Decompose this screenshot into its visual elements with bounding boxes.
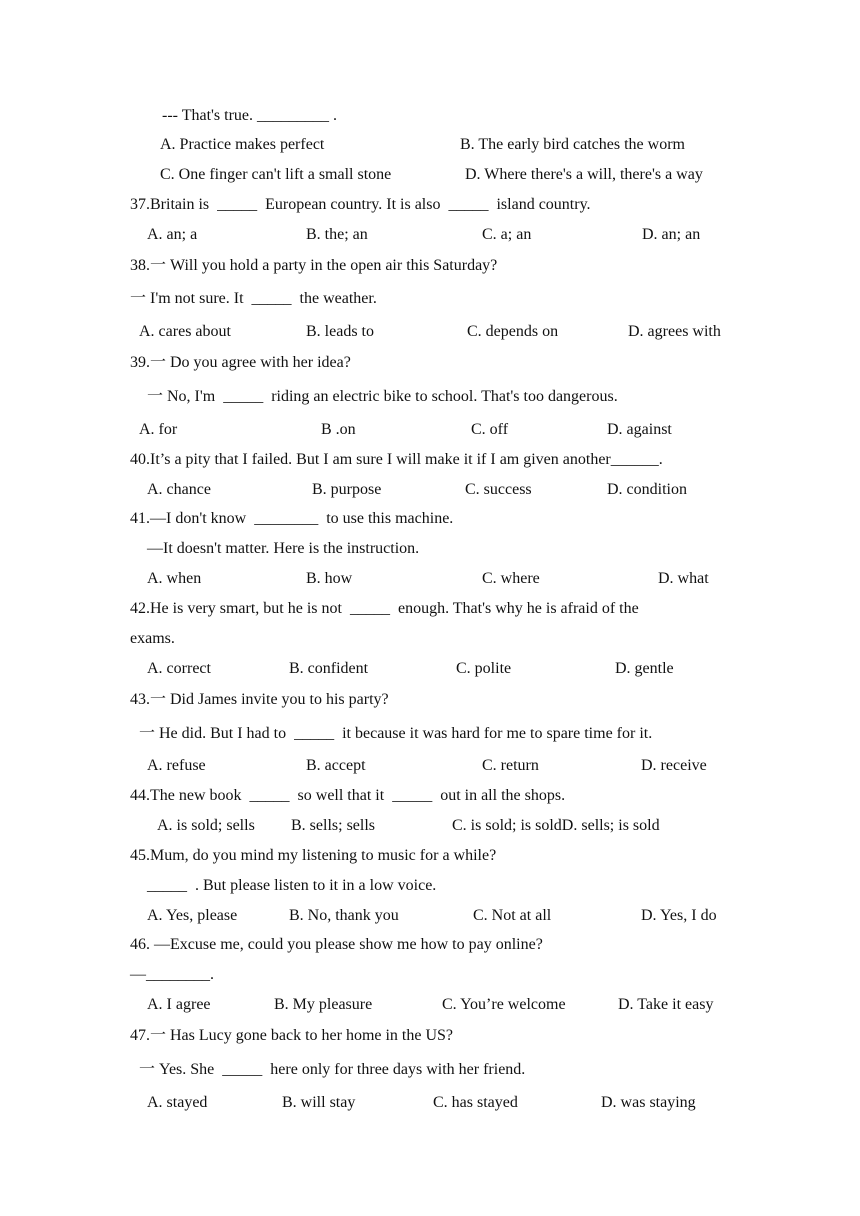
- q44-question: 44.The new book _____ so well that it _____ out in all the shops.: [130, 787, 566, 804]
- q44-option-a: A. is sold; sells: [157, 817, 255, 834]
- q47-option-d: D. was staying: [601, 1094, 696, 1111]
- q43-option-d: D. receive: [641, 757, 707, 774]
- q41-option-a: A. when: [147, 570, 202, 587]
- q39-option-a: A. for: [139, 421, 178, 438]
- q42-option-c: C. polite: [456, 660, 512, 677]
- q39-option-c: C. off: [471, 421, 509, 438]
- q44-option-b: B. sells; sells: [291, 817, 376, 834]
- q43-question: 43.一 Did James invite you to his party?: [130, 691, 389, 708]
- q42-option-b: B. confident: [289, 660, 369, 677]
- q38-reply: 一 I'm not sure. It _____ the weather.: [130, 290, 377, 307]
- q46-reply: —________.: [130, 966, 214, 983]
- q40-option-a: A. chance: [147, 481, 211, 498]
- q38-option-c: C. depends on: [467, 323, 559, 340]
- q41-option-c: C. where: [482, 570, 540, 587]
- q47-option-b: B. will stay: [282, 1094, 356, 1111]
- q43-reply: 一 He did. But I had to _____ it because it was hard for me to spare time for it.: [139, 725, 653, 742]
- q40-option-c: C. success: [465, 481, 532, 498]
- q39-question: 39.一 Do you agree with her idea?: [130, 354, 351, 371]
- q40-option-d: D. condition: [607, 481, 687, 498]
- q38-option-b: B. leads to: [306, 323, 374, 340]
- q43-option-a: A. refuse: [147, 757, 206, 774]
- q46-option-d: D. Take it easy: [618, 996, 714, 1013]
- q44-option-c-d: C. is sold; is soldD. sells; is sold: [452, 817, 660, 834]
- q38-question: 38.一 Will you hold a party in the open air this Saturday?: [130, 257, 498, 274]
- q46-question: 46. —Excuse me, could you please show me how to pay online?: [130, 936, 543, 953]
- q38-option-a: A. cares about: [139, 323, 231, 340]
- q39-reply: 一 No, I'm _____ riding an electric bike to school. That's too dangerous.: [147, 388, 618, 405]
- q47-option-c: C. has stayed: [433, 1094, 518, 1111]
- q41-option-b: B. how: [306, 570, 353, 587]
- q36-option-a: A. Practice makes perfect: [160, 136, 325, 153]
- q37-option-b: B. the; an: [306, 226, 368, 243]
- q40-option-b: B. purpose: [312, 481, 382, 498]
- q43-option-b: B. accept: [306, 757, 366, 774]
- q45-option-c: C. Not at all: [473, 907, 552, 924]
- q37-option-a: A. an; a: [147, 226, 198, 243]
- q41-reply: —It doesn't matter. Here is the instruction.: [147, 540, 420, 557]
- q39-option-b: B .on: [321, 421, 356, 438]
- q45-option-a: A. Yes, please: [147, 907, 238, 924]
- q47-option-a: A. stayed: [147, 1094, 208, 1111]
- q39-option-d: D. against: [607, 421, 672, 438]
- q37-question: 37.Britain is _____ European country. It is also _____ island country.: [130, 196, 591, 213]
- q37-option-c: C. a; an: [482, 226, 532, 243]
- q37-option-d: D. an; an: [642, 226, 701, 243]
- q42-option-d: D. gentle: [615, 660, 674, 677]
- q43-option-c: C. return: [482, 757, 539, 774]
- q47-reply: 一 Yes. She _____ here only for three days with her friend.: [139, 1061, 526, 1078]
- q45-question: 45.Mum, do you mind my listening to music for a while?: [130, 847, 497, 864]
- q36-option-b: B. The early bird catches the worm: [460, 136, 685, 153]
- q46-option-b: B. My pleasure: [274, 996, 373, 1013]
- q45-option-b: B. No, thank you: [289, 907, 399, 924]
- q41-question: 41.—I don't know ________ to use this machine.: [130, 510, 454, 527]
- q38-option-d: D. agrees with: [628, 323, 721, 340]
- q42-question: 42.He is very smart, but he is not _____ enough. That's why he is afraid of the: [130, 600, 639, 617]
- q41-option-d: D. what: [658, 570, 709, 587]
- q36-option-c: C. One finger can't lift a small stone: [160, 166, 392, 183]
- q45-option-d: D. Yes, I do: [641, 907, 717, 924]
- q46-option-c: C. You’re welcome: [442, 996, 566, 1013]
- q42-option-a: A. correct: [147, 660, 211, 677]
- q46-option-a: A. I agree: [147, 996, 211, 1013]
- q36-option-d: D. Where there's a will, there's a way: [465, 166, 703, 183]
- q45-reply: _____ . But please listen to it in a low voice.: [147, 877, 437, 894]
- q36-reply-line: --- That's true. _________ .: [162, 107, 337, 124]
- q47-question: 47.一 Has Lucy gone back to her home in the US?: [130, 1027, 454, 1044]
- q42-question-continued: exams.: [130, 630, 175, 647]
- q40-question: 40.It’s a pity that I failed. But I am sure I will make it if I am given another______.: [130, 451, 663, 468]
